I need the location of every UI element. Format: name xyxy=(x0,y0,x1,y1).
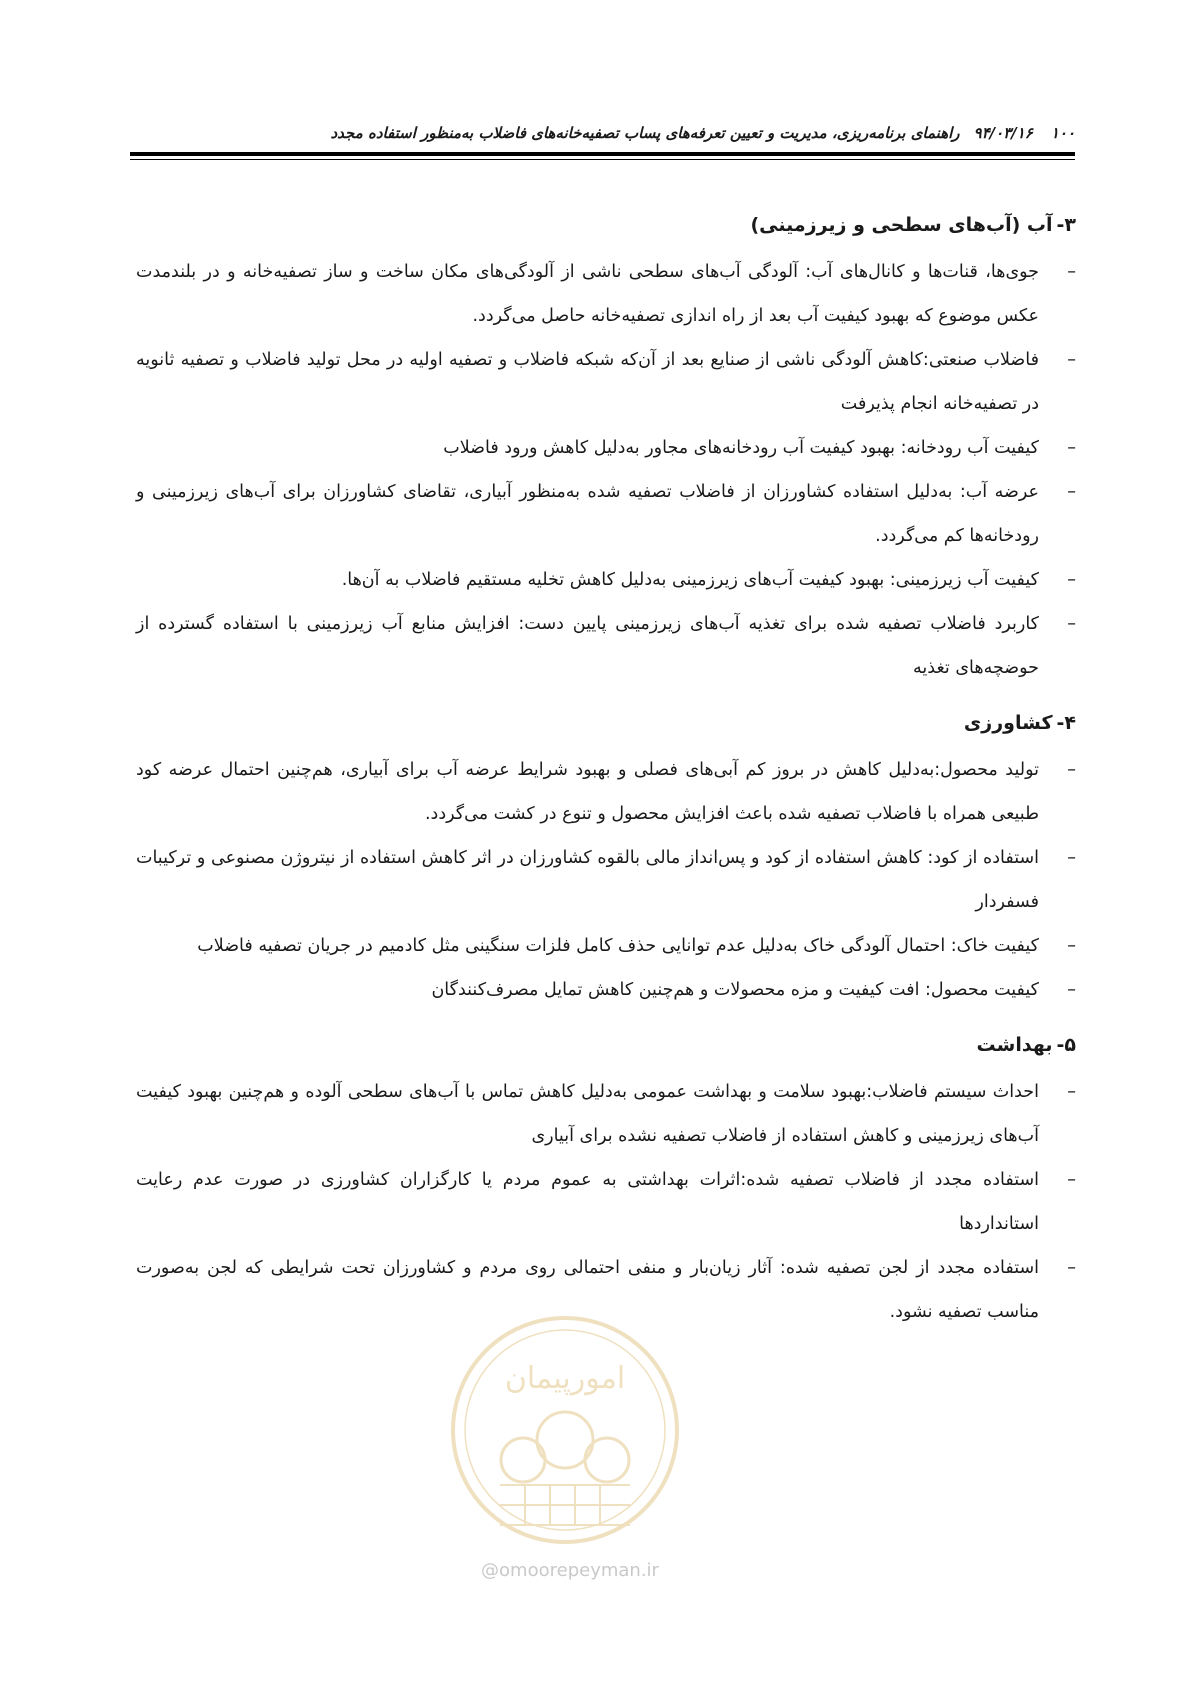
watermark-url: @omoorepeyman.ir xyxy=(481,1560,659,1581)
list-item: – استفاده از کود: کاهش استفاده از کود و پس‌انداز مالی بالقوه کشاورزان در اثر کاهش استفاده از نیتروژن مصنوعی و ترکیبات فسفردار xyxy=(136,848,1076,912)
header-rule-thin xyxy=(130,159,1075,160)
list-item: – کیفیت آب زیرزمینی: بهبود کیفیت آب‌های زیرزمینی به‌دلیل کاهش تخلیه مستقیم فاضلاب به آن‌ها. xyxy=(341,570,1076,590)
list-item: – استفاده مجدد از فاضلاب تصفیه شده:اثرات بهداشتی به عموم مردم یا کارگزاران کشاورزی در صورت عدم رعایت استانداردها xyxy=(136,1170,1076,1234)
list-item: – کیفیت محصول: افت کیفیت و مزه محصولات و هم‌چنین کاهش تمایل مصرف‌کنندگان xyxy=(431,980,1076,1000)
list-item: – عرضه آب: به‌دلیل استفاده کشاورزان از فاضلاب تصفیه شده به‌منظور آبیاری، تقاضای کشاورزان برای آب‌های زیرزمینی و رودخانه‌ها کم می‌گردد. xyxy=(136,482,1076,546)
document-body xyxy=(136,210,1076,1352)
list-item: – استفاده مجدد از لجن تصفیه شده: آثار زیان‌بار و منفی احتمالی روی مردم و کشاورزان تحت شرایطی که لجن به‌صورت مناسب تصفیه نشود. xyxy=(136,1258,1076,1322)
list-item: – کیفیت آب رودخانه: بهبود کیفیت آب رودخانه‌های مجاور به‌دلیل کاهش ورود فاضلاب xyxy=(443,438,1076,458)
header-title: راهنمای برنامه‌ریزی، مدیریت و تعیین تعرفه‌های پساب تصفیه‌خانه‌های فاضلاب به‌منظور استفاده مجدد xyxy=(330,124,960,142)
header-date: ۹۴/۰۳/۱۶ xyxy=(973,124,1033,142)
section-heading-water: ۳-آب (آب‌های سطحی و زیرزمینی) xyxy=(750,214,1076,236)
running-header xyxy=(130,118,1075,148)
list-item: – کاربرد فاضلاب تصفیه شده برای تغذیه آب‌های زیرزمینی پایین دست: افزایش منابع آب زیرزمینی با استفاده گسترده از حوضچه‌های تغذیه xyxy=(136,614,1076,678)
list-item: – تولید محصول:به‌دلیل کاهش در بروز کم آبی‌های فصلی و بهبود شرایط عرضه آب برای آبیاری، هم‌چنین احتمال عرضه کود طبیعی همراه با فاضلاب تصفیه شده باعث افزایش محصول و تنوع در کشت می‌گردد. xyxy=(136,760,1076,824)
header-rule-thick xyxy=(130,152,1075,156)
list-item: – احداث سیستم فاضلاب:بهبود سلامت و بهداشت عمومی به‌دلیل کاهش تماس با آب‌های سطحی آلوده و هم‌چنین بهبود کیفیت آب‌های زیرزمینی و کاهش استفاده از فاضلاب تصفیه نشده برای آبیاری xyxy=(136,1082,1076,1146)
section-list-health xyxy=(136,1070,1076,1334)
list-item: – فاضلاب صنعتی:کاهش آلودگی ناشی از صنایع بعد از آن‌که شبکه فاضلاب و تصفیه اولیه در محل تولید فاضلاب و تصفیه ثانویه در تصفیه‌خانه انجام پذیرفت xyxy=(136,350,1076,414)
watermark-seal xyxy=(445,1310,685,1550)
section-list-water xyxy=(136,250,1076,690)
list-item: – کیفیت خاک: احتمال آلودگی خاک به‌دلیل عدم توانایی حذف کامل فلزات سنگینی مثل کادمیم در جریان تصفیه فاضلاب xyxy=(197,936,1076,956)
page-number: ۱۰۰ xyxy=(1050,124,1075,142)
watermark-logo-text: امورپیمان xyxy=(504,1361,626,1396)
section-heading-health: ۵-بهداشت xyxy=(976,1034,1076,1056)
list-item: – جوی‌ها، قنات‌ها و کانال‌های آب: آلودگی آب‌های سطحی ناشی از آلودگی‌های مکان ساخت و ساز تصفیه‌خانه و در بلندمدت عکس موضوع که بهبود کیفیت آب بعد از راه اندازی تصفیه‌خانه حاصل می‌گردد. xyxy=(136,262,1076,326)
section-heading-agriculture: ۴-کشاورزی xyxy=(963,712,1076,734)
section-list-agriculture xyxy=(136,748,1076,1012)
